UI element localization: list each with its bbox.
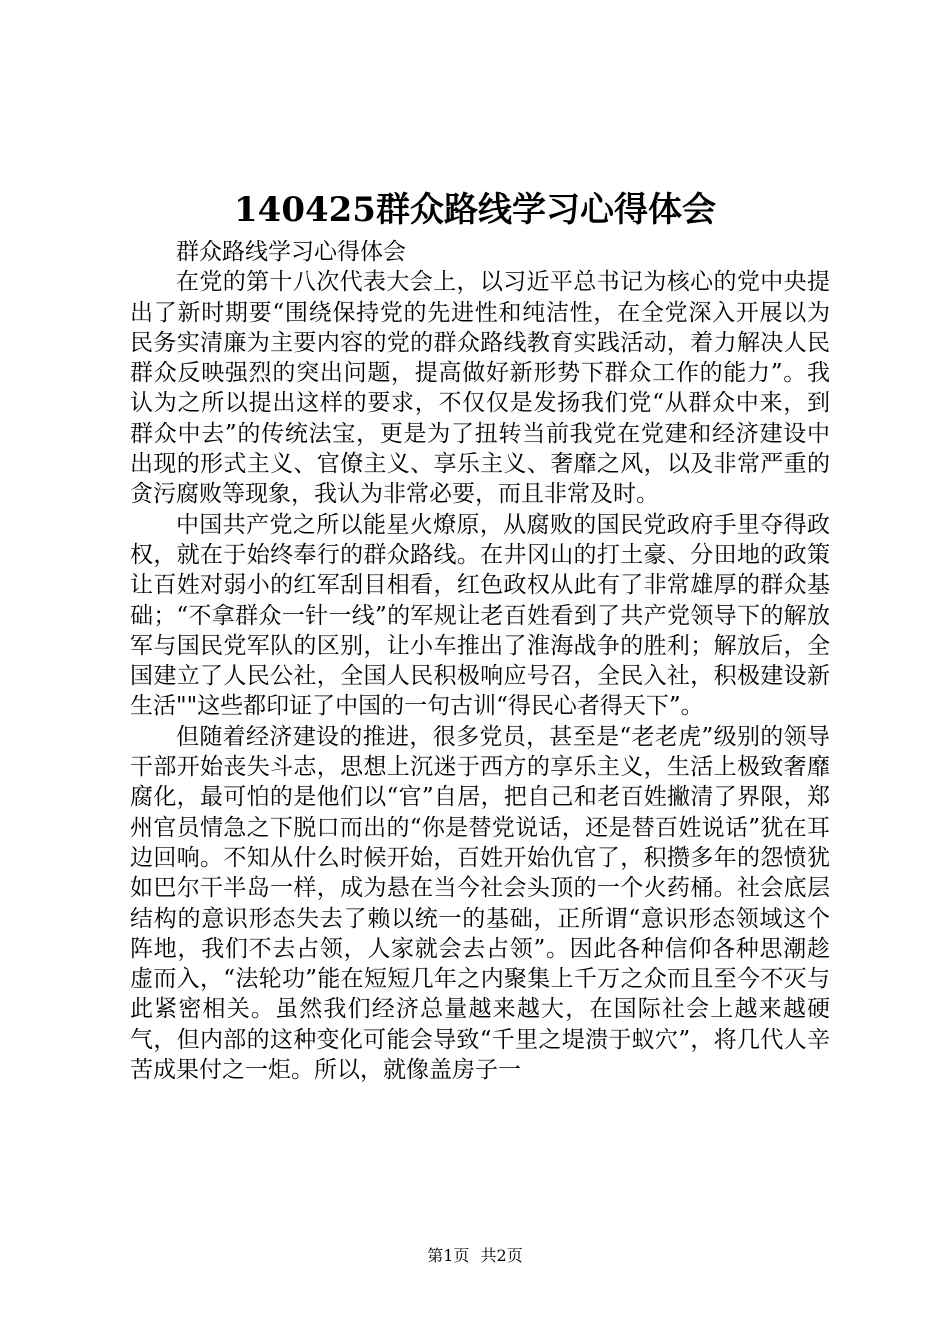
document-subtitle: 群众路线学习心得体会	[176, 239, 406, 265]
paragraph: 中国共产党之所以能星火燎原，从腐败的国民党政府手里夺得政权，就在于始终奉行的群众路线。在井冈山的打土豪、分田地的政策让百姓对弱小的红军刮目相看，红色政权从此有了非常雄厚的群众基础；“不拿群众一针一线”的军规让老百姓看到了共产党领导下的解放军与国民党军队的区别，让小车推出了淮海战争的胜利；解放后，全国建立了人民公社，全国人民积极响应号召，全民入社，积极建设新生活""这些都印证了中国的一句古训“得民心者得天下”。	[130, 511, 830, 720]
page-footer	[0, 1244, 950, 1268]
paragraph: 在党的第十八次代表大会上，以习近平总书记为核心的党中央提出了新时期要“围绕保持党的先进性和纯洁性，在全党深入开展以为民务实清廉为主要内容的党的群众路线教育实践活动，着力解决人民群众反映强烈的突出问题，提高做好新形势下群众工作的能力”。我认为之所以提出这样的要求，不仅仅是发扬我们党“从群众中来，到群众中去”的传统法宝，更是为了扭转当前我党在党建和经济建设中出现的形式主义、官僚主义、享乐主义、奢靡之风，以及非常严重的贪污腐败等现象，我认为非常必要，而且非常及时。	[130, 269, 830, 508]
page-total: 共2页	[480, 1246, 523, 1265]
paragraph: 但随着经济建设的推进，很多党员，甚至是“老老虎”级别的领导干部开始丧失斗志，思想上沉迷于西方的享乐主义，生活上极致奢靡腐化，最可怕的是他们以“官”自居，把自己和老百姓撇清了界限，郑州官员情急之下脱口而出的“你是替党说话，还是替百姓说话”犹在耳边回响。不知从什么时候开始，百姓开始仇官了，积攒多年的怨愤犹如巴尔干半岛一样，成为悬在当今社会头顶的一个火药桶。社会底层结构的意识形态失去了赖以统一的基础，正所谓“意识形态领域这个阵地，我们不去占领，人家就会去占领”。因此各种信仰各种思潮趁虚而入，“法轮功”能在短短几年之内聚集上千万之众而且至今不灭与此紧密相关。虽然我们经济总量越来越大，在国际社会上越来越硬气，但内部的这种变化可能会导致“千里之堤溃于蚁穴”，将几代人辛苦成果付之一炬。所以，就像盖房子一	[130, 723, 830, 1084]
document-body	[130, 237, 830, 1085]
page-number: 第1页	[427, 1246, 470, 1265]
document-title: 140425群众路线学习心得体会	[234, 190, 716, 230]
